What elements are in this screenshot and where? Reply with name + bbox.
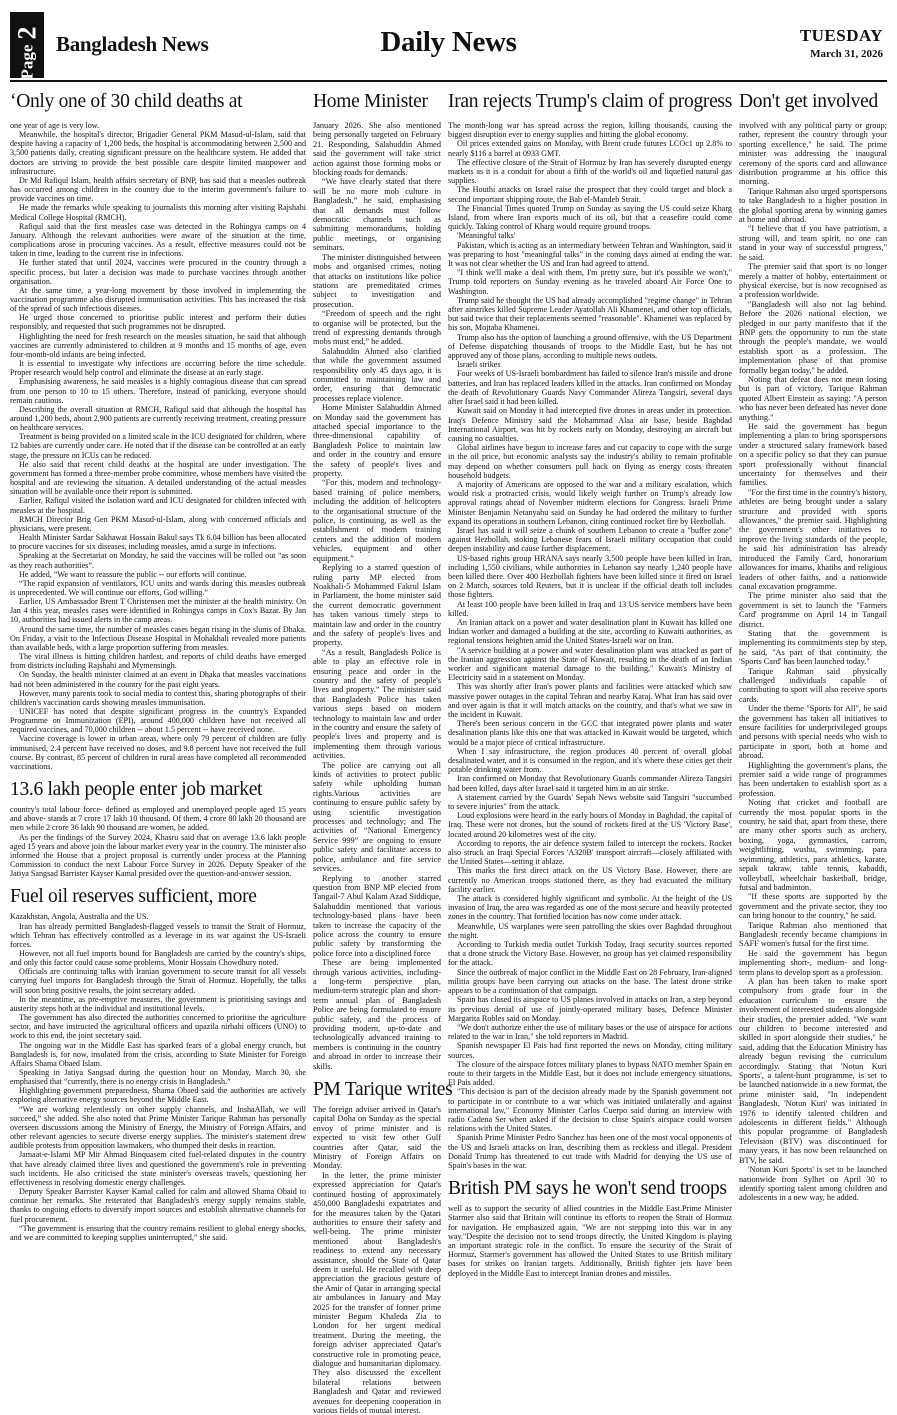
article-paragraph: involved with any political party or group; rather, represent the country through your sporting excellence," he said. The prime minister was addressing the inaugural ceremony of the sports card and allowance distribution programme at his office this morning. — [739, 121, 887, 187]
page-number: 2 — [12, 26, 41, 40]
masthead — [10, 12, 887, 80]
article-paragraph: These are being implemented through various activities, including- a long-term perspective plan, medium-term strategic plan and short-term annual plan of Bangladesh Police are being formulated to ensure public safety, and the process of providing modern, up-to-date and technologically advanced training to members is continuing in the country and abroad in order to increase their skills. — [313, 958, 441, 1071]
article-paragraph: The ongoing war in the Middle East has sparked fears of a global energy crunch, but Bangladesh is, for now, insulated from the crisis, according to State Minister for Foreign Affairs Shama Obaed Islam. — [10, 1040, 306, 1068]
article-paragraph: Earlier, Rafiqul visited the isolation ward and ICU designated for children infected with measles at the hospital. — [10, 496, 306, 515]
article-paragraph: Meanwhile, the hospital's director, Brigadier General PKM Masud-ul-Islam, said that despite having a capacity of 1,200 beds, the hospital is accommodating between 2,500 and 3,500 patients daily, creating significant pressure on the healthcare system. He added that doctors are striving to provide the best possible care despite limited manpower and infrastructure. — [10, 130, 306, 176]
article-paragraph: Israel has said it will seize a chunk of southern Lebanon to create a "buffer zone" against Hezbollah, stoking Lebanese fears of Israeli military occupation that could deepen instability and cause further displacement. — [448, 525, 732, 554]
article-paragraph: Earlier, US Ambassador Brent T Christensen met the minister at the health ministry. On Jan 4 this year, measles cases were identified in Rohingya camps in Cox's Bazar. By Jan 10, authorities had issued alerts in the camp areas. — [10, 597, 306, 625]
article-paragraph: Noting that cricket and football are currently the most popular sports in the country, he said that, apart from these, there are many other sports such as archery, boxing, yoga, gymnastics, carrom, weightlifting, wushu, swimming, para swimming, athletics, para athletics, karate, sepak takraw, table tennis, kabaddi, volleyball, wheelchair basketball, bridge, futsal and badminton. — [739, 798, 887, 892]
article-paragraph: At least 100 people have been killed in Iraq and 13 US service members have been killed. — [448, 599, 732, 618]
article-paragraph: However, many parents took to social media to contest this, sharing photographs of their children's vaccination cards showing measles immunisation. — [10, 688, 306, 707]
article-paragraph: Highlighting government preparedness, Shama Obaed said the authorities are actively exploring alternative energy sources beyond the Middle East. — [10, 1086, 306, 1105]
article-paragraph: "Bangladesh will also not lag behind. Before the 2026 national election, we pledged in our party manifesto that if the BNP gets the opportunity to run the state through the people's mandate, we would establish sport as a profession. The implementation phase of that promise formally began today," he added. — [739, 299, 887, 375]
article-paragraph: At the same time, a year-long movement by those involved in implementing the vaccination programme also disrupted immunisation activities. This has increased the risk of the spread of such infectious diseases. — [10, 285, 306, 314]
article-paragraph: RMCH Director Brig Gen PKM Masud-ul-Islam, along with concerned officials and physicians, were present. — [10, 514, 306, 533]
article-paragraph: Global airlines have begun to increase fares and cut capacity to cope with the surge in the oil price, but economic analysts say the industry's ability to remain profitable may depend on whether consumers pull back on flying as energy costs threaten household budgets. — [448, 443, 732, 480]
article-paragraph: Officials are continuing talks with Iranian government to secure transit for all vessels carrying fuel imports for Bangladesh through the Strait of Hormuz. Hopefully, the talks will soon bring positive results, the joint secretary added. — [10, 967, 306, 995]
article-paragraph: Spanish Prime Minister Pedro Sanchez has been one of the most vocal opponents of the US and Israeli attacks on Iran, describing them as reckless and illegal. President Donald Trump has threatened to cut trade with Madrid for denying the US use of Spain's bases in the war. — [448, 1133, 732, 1170]
article — [313, 1079, 453, 1415]
article-paragraph: He said the government has begun implementing a plan to bring sportspersons under a structured salary framework based on a specific policy so that they can pursue sport professionally without financial uncertainty for themselves and their families. — [739, 422, 887, 488]
article-headline: Home Minister — [313, 91, 428, 112]
article-paragraph: “The rapid expansion of ventilators, ICU units and wards during this measles outbreak is unprecedented. We will continue our efforts, God willing.” — [10, 578, 306, 597]
article-paragraph: The prime minister also said that the government is set to launch the "Farmers Card' programme on April 14 in Tangail district. — [739, 591, 887, 629]
article-paragraph: Under the theme "Sports for All", he said the government has taken all initiatives to ensure facilities for underprivileged groups and persons with special needs who wish to participate in sport, both at home and abroad. — [739, 704, 887, 761]
article-paragraph: In the letter, the prime minister expressed appreciation for Qatar's continued hosting of approximately 450,000 Bangladeshi expatriates and for the measures taken by the Qatari authorities to ensure their safety and well-being. The prime minister mentioned about Bangladesh's readiness to extend any necessary assistance, should the State of Qatar deem it useful. He recalled with deep appreciation the gracious gesture of the Amir of Qatar in arranging special air ambulances in January and May 2025 for the transfer of former prime minister Begum Khaleda Zia to London for her urgent medical treatment. During the meeting, the foreign adviser appreciated Qatar's constructive role in promoting peace, dialogue and humanitarian diplomacy. They also discussed the excellent bilateral relations between Bangladesh and Qatar and reviewed avenues for deepening cooperation in various fields of mutual interest. — [313, 1170, 441, 1415]
article — [10, 886, 306, 1242]
article-paragraph: A majority of Americans are opposed to the war and a military escalation, which would risk a protracted crisis, would likely weigh further on Trump's already low approval ratings ahead of November midterm elections for Congress. Israeli Prime Minister Benjamin Netanyahu said on Sunday he had ordered the military to further expand its operations in southern Lebanon, citing continued rocket fire by Hezbollah. — [448, 479, 732, 526]
article-paragraph: one year of age is very low. — [10, 121, 100, 130]
article-paragraph: “We are working relentlessly on other supply channels, and InshaAllah, we will succeed,” she added. She also noted that Prime Minister Tarique Rahman has personally overseen discussions among the Ministry of Energy, the Ministry of Foreign Affairs, and other relevant agencies to secure diverse energy supplies. The minister's statement drew audible protests from opposition lawmakers, who thumped their desks in reaction. — [10, 1104, 306, 1151]
masthead-rule — [10, 80, 887, 82]
article-paragraph: Replying to a starred question of ruling party MP elected from Noakhali-5 Mohammed Fakrul Islam in Parliament, the home minister said the current democratic government has taken various timely steps to maintain law and order in the country and the safety of people's lives and property. — [313, 563, 441, 648]
article-paragraph: Around the same time, the number of measles cases began rising in the slums of Dhaka. On Friday, a visit to the Infectious Disease Hospital in Mohakhali revealed more patients than available beds, with a large proportion suffering from measles. — [10, 624, 306, 652]
article-paragraph: Speaking in Jatiya Sangsad during the question hour on Monday, March 30, she emphasised that “currently, there is no energy crisis in Bangladesh.” — [10, 1068, 306, 1087]
article-headline: Fuel oil reserves sufficient, more — [10, 886, 257, 908]
article-paragraph: Speaking at the Secretariat on Monday, he said the vaccines will be rolled out “as soon as they reach authorities”. — [10, 551, 306, 570]
article-paragraph: The Houthi attacks on Israel raise the prospect that they could target and block a second important shipping route, the Bab el-Mandeb Strait. — [448, 185, 732, 204]
article-paragraph: January 2026. She also mentioned being personally targeted on February 21. Responding, Salahuddin Ahmed said the government will take strict action against those forming mobs or blocking roads for demands. — [313, 121, 441, 178]
article-paragraph: Highlighting the need for fresh research on the measles situation, he said that although vaccines are currently administered to children at 9 months and 15 months of age, even four-month-old infants are being infected. — [10, 331, 306, 359]
article-paragraph: Meanwhile, US warplanes were seen patrolling the skies over Baghdad throughout the night. — [448, 921, 732, 940]
article-paragraph: Tarique Rahman also urged sportspersons to take Bangladesh to a higher position in the global sporting arena by winning games at home and abroad. — [739, 186, 887, 225]
article-paragraph: According to Turkish media outlet Turkish Today, Iraqi security sources reported that a drone struck the Victory Base. However, no group has yet claimed responsibility for the attack. — [448, 940, 732, 968]
article-paragraph: An Iranian attack on a power and water desalination plant in Kuwait has killed one Indian worker and damaged a building at the site, according to Kuwaiti authorities, as regional tensions heighten amid the United States-Israeli war on Iran. — [448, 617, 732, 646]
article-paragraph: Treatment is being provided on a limited scale in the ICU designated for children, where 12 babies are currently under care. He noted that if the disease can be controlled at an early stage, the pressure on ICUs can be reduced. — [10, 432, 306, 460]
article-headline: Don't get involved — [739, 91, 878, 112]
article-paragraph: “For this, modern and technology-based training of police members, including the addition of helicopters to the organisational structure of the police, is continuing, as well as the establishment of modern training centers and the addition of modern vehicles, equipment and other equipment.” — [313, 478, 441, 563]
article-paragraph: Kuwait said on Monday it had intercepted five drones in areas under its protection. Iraq's Defence Ministry said the Mohammad Alaa air base, beside Baghdad International Airport, was hit by rockets early on Monday, destroying an aircraft but causing no casualties. — [448, 406, 732, 443]
article-paragraph: Health Minister Sardar Sakhawat Hossain Bakul says Tk 6.04 billion has been allocated to procure vaccines for six diseases, including measles, amid a surge in infections. — [10, 533, 306, 552]
article-headline: PM Tarique writes — [313, 1079, 453, 1101]
article-headline: 13.6 lakh people enter job market — [10, 779, 263, 801]
article-paragraph: “The government is ensuring that the country remains resilient to global energy shocks, and we are committed to keeping supplies uninterrupted,” she said. — [10, 1223, 306, 1242]
article-paragraph: “As a result, Bangladesh Police is able to play an effective role in ensuring peace and order in the country and the safety of people's lives and property.” The minister said that Bangladesh Police has taken various steps based on modern technology to maintain law and order in the country and ensure the safety of people's lives and property and is implementing them through various activities. — [313, 647, 441, 761]
article-paragraph: The foreign adviser arrived in Qatar's capital Doha on Sunday as the special envoy of prime minister and is expected to visit few other Gulf countries after Qatar, said the Ministry of Foreign Affairs on Monday. — [313, 1105, 441, 1171]
article-paragraph: Trump also has the option of launching a ground offensive, with the US Department of Defense dispatching thousands of troops to the Middle East, but he has not approved any of those plans, according to multiple news outlets. — [448, 332, 732, 361]
article-paragraph: Spain has closed its airspace to US planes involved in attacks on Iran, a step beyond its previous denial of use of jointly-operated military bases, Defence Minister Margarita Robles said on Monday. — [448, 995, 732, 1023]
article — [10, 91, 306, 771]
article-paragraph: "I believe that if you have patriotism, a strong will, and team spirit, no one can stand in your way of successful progress," he said. — [739, 224, 887, 262]
article-paragraph: He further stated that until 2024, vaccines were procured in the country through a specific process, but later a decision was made to purchase vaccines through another organisation. — [10, 258, 306, 286]
article-paragraph: "If these sports are supported by the government and the private sector, they too can bring honour to the country," he said. — [739, 892, 887, 921]
article-paragraph: US-based rights group HRANA says nearly 3,500 people have been killed in Iran, including 1,550 civilians, while authorities in Lebanon say nearly 1,240 people have been killed there. Over 400 Hezbollah fighters have been killed since it fired on Israel on 2 March, sources told Reuters, but it is unclear if the official death toll includes those fighters. — [448, 553, 732, 600]
article-paragraph: It is essential to investigate why infections are occurring before the time schedule. Proper research would help control and eliminate the disease at an early stage. — [10, 359, 306, 378]
page-label: Page — [17, 44, 36, 80]
article-headline: Iran rejects Trump's claim of progress — [448, 91, 733, 112]
article-paragraph: Highlighting the government's plans, the premier said a wide range of programmes has been undertaken to establish sport as a profession. — [739, 760, 887, 798]
article-paragraph: He urged those concerned to prioritise public interest and perform their duties responsibly, and requested that such programmes not be disrupted. — [10, 313, 306, 332]
article — [313, 91, 441, 1071]
article-paragraph: This marks the first direct attack on the US Victory Base. However, there are currently no American troops stationed there, as they had evacuated the military facility earlier. — [448, 866, 732, 894]
article-paragraph: Spanish newspaper El Pais had first reported the news on Monday, citing military sources. — [448, 1041, 732, 1060]
article-paragraph: Tarique Rahman said physically challenged individuals capable of contributing to sport will also receive sports cards. — [739, 666, 887, 704]
article-paragraph: Salahuddin Ahmed also clarified that while the government assumed responsibility only 45 days ago, it is committed to maintaining law and order, ensuring that democratic processes replace violence. — [313, 346, 441, 403]
article-paragraph: A statement carried by the Guards' Sepah News website said Tangsiri "succumbed to severe injuries" from the attack. — [448, 792, 732, 812]
article-paragraph: “We have clearly stated that there will be no more mob culture in Bangladesh,” he said, emphasising that all demands must follow democratic channels such as submitting memorandums, holding public meetings, or organising seminars. — [313, 177, 441, 253]
article-paragraph: The police are carrying out all kinds of activities to protect public safety while upholding human rights.Various activities are continuing to ensure public safety by using scientific investigation processes and technology; and The activities of “National Emergency Service 999” are ongoing to ensure public safety and facilitate access to police, ambulance and fire service services. — [313, 760, 441, 874]
article-paragraph: "This decision is part of the decision already made by the Spanish government not to participate in or contribute to a war which was initiated unilaterally and against international law," Economy Minister Carlos Cuerpo said during an interview with radio Cadena Ser when asked if the decision to close Spain's airspace could worsen relations with the United States. — [448, 1087, 732, 1134]
article-paragraph: On Sunday, the health minister claimed at an event in Dhaka that measles vaccinations had not been administered in the country for the past eight years. — [10, 670, 306, 689]
article-paragraph: When I say infrastructure, the region produces 40 percent of overall global desalinated water, and it is consumed in the region, and it's where these cities get their potable drinking water from. — [448, 746, 732, 775]
article-paragraph: Replying to another starred question from BNP MP elected from Tangail-7 Abul Kalam Azad Siddique, Salahuddin mentioned that various technology-based plans have been taken to increase the capacity of the police across the country to ensure public safety by transforming the police force into a disciplined force — [313, 873, 441, 958]
article-paragraph: The closure of the airspace forces military planes to bypass NATO member Spain en route to their targets in the Middle East, but it does not include emergency situations, El Pais added. — [448, 1059, 732, 1088]
article-paragraph: The month-long war has spread across the region, killing thousands, causing the biggest disruption ever to energy supplies and hitting the global economy. — [448, 121, 732, 140]
article — [448, 1178, 732, 1278]
article — [739, 91, 887, 1203]
issue-date: March 31, 2026 — [810, 48, 883, 60]
article-paragraph: Rafiqul said that the first measles case was detected in the Rohingya camps on 4 January. Although the relevant authorities were aware of the situation at the time, complications arose in procuring vaccines. As a result, effective measures could not be taken in time, leading to the current rise in infections. — [10, 221, 306, 259]
article-paragraph: 'Meaningful talks' — [457, 231, 516, 241]
column-1 — [10, 88, 306, 1370]
article-paragraph: 'Notun Kuri Sports' is set to be launched nationwide from Sylhet on April 30 to identify sporting talent among children and adolescents in a new way, he added. — [739, 1165, 887, 1203]
article-paragraph: Iran confirmed on Monday that Revolutionary Guards commander Alireza Tangsiri had been killed, days after Israel said it targeted him in an air strike. — [448, 774, 732, 793]
article-paragraph: Stating that the government is implementing its commitments step by step, he said, "As part of that continuity, the 'Sports Card' has been launched today." — [739, 628, 887, 667]
article-paragraph: Iran has already permitted Bangladesh-flagged vessels to transit the Strait of Hormuz, which Tehran has effectively controlled as a leverage in its war against the US-Israeli forces. — [10, 921, 306, 949]
article-paragraph: Jamaat-e-Islami MP Mir Ahmad Binquasem cited fuel-related disputes in the country that have already claimed three lives and questioned the government's role in preventing such incidents. He also criticised the state minister's overseas travels, questioning her effectiveness in resolving domestic energy challenges. — [10, 1150, 306, 1187]
article-paragraph: In the meantime, as pre-emptive measures, the government is prioritising savings and austerity steps both at the individual and institutional levels. — [10, 994, 306, 1013]
article-headline: ‘Only one of 30 child deaths at — [10, 91, 243, 112]
article — [448, 91, 732, 1170]
article-paragraph: He added, “We want to reassure the public -- our efforts will continue. — [19, 569, 247, 579]
article-paragraph: However, not all fuel imports bound for Bangladesh are carried by the country's ships, and only this factor could cause some problems, Monir Hossain Chowdhury noted. — [10, 948, 306, 968]
article-paragraph: Emphasising awareness, he said measles is a highly contagious disease that can spread from one person to 10 to 15 others. Therefore, instead of panicking, everyone should remain cautious. — [10, 377, 306, 405]
article-paragraph: Trump said he thought the US had already accomplished "regime change" in Tehran after airstrikes killed Supreme Leader Ayatollah Ali Khamenei, and other top officials, but said twice that their replacements seemed "reasonable". Khamenei was replaced by his son, Mojtaba Khamenei. — [448, 295, 732, 333]
article-paragraph: Noting that defeat does not mean losing but is part of victory, Tarique Rahman quoted Albert Einstein as saying: "A person who has never been defeated has never done anything." — [739, 374, 887, 422]
column-2 — [313, 88, 453, 1415]
article — [10, 779, 306, 878]
article-paragraph: He said the government has begun implementing short-, medium- and long-term plans to develop sport as a profession. — [739, 948, 887, 977]
article-headline: British PM says he won't send troops — [448, 1178, 727, 1200]
article-paragraph: Describing the overall situation at RMCH, Rafiqul said that although the hospital has around 1,200 beds, about 2,900 patients are currently receiving treatment, creating pressure on healthcare services. — [10, 404, 306, 433]
article-paragraph: country's total labour force- defined as employed and unemployed people aged 15 years and above- stands at 7 crore 17 lakh 10 thousand. Of them, 4 crore 80 lakh 20 thousand are men while 2 crore 36 lakh 90 thousand are women, he added. — [10, 805, 306, 833]
paper-name: Bangladesh News — [56, 32, 209, 56]
article-paragraph: Pakistan, which is acting as an intermediary between Tehran and Washington, said it was preparing to host "meaningful talks" in the coming days aimed at ending the war. It was not clear whether the US and Iran had agreed to attend. — [448, 240, 732, 269]
column-4 — [739, 88, 887, 1370]
article-paragraph: The viral illness is hitting children hardest, and reports of child deaths have emerged from districts including Rajshahi and Mymensingh. — [10, 652, 306, 671]
article-paragraph: The attack is considered highly significant and symbolic. At the height of the US invasion of Iraq, the area was regarded as one of the most secure and heavily protected zones in the country. That fortified location has now come under attack. — [448, 894, 732, 922]
article-paragraph: The premier said that sport is no longer merely a matter of hobby, entertainment or physical exercise, but is now recognised as a profession worldwide. — [739, 262, 887, 300]
article-paragraph: The government has also directed the authorities concerned to prioritise the agriculture sector, and have instructed the agricultural officers and upazila nirbahi officers (UNO) to work to this end, the joint secretary said. — [10, 1013, 306, 1041]
article-paragraph: Kazakhstan, Angola, Australia and the US. — [10, 912, 149, 922]
article-paragraph: The minister distinguished between mobs and organised crimes, noting that attacks on institutions like police stations are premeditated crimes subject to investigation and prosecution. — [313, 252, 441, 309]
article-paragraph: "I think we'll make a deal with them, I'm pretty sure, but it's possible we won't," Trump told reporters on Sunday evening as he traveled aboard Air Force One to Washington. — [448, 268, 732, 296]
article-paragraph: well as to support the security of allied countries in the Middle East.Prime Minister Starmer also said that Britain will continue its efforts to reopen the Strait of Hormuz for navigation. He emphasized again, "We are not stepping into this war in any way."Despite the decision not to send troops directly, the United Kingdom is playing an important strategic role in the conflict. To ensure the security of the Strait of Hormuz, Starmer's government has allowed the United States to use British military bases for strikes on Iranian targets. Additionally, British fighter jets have been deployed in the Middle East to intercept Iranian drones and missiles. — [448, 1204, 732, 1278]
article-paragraph: Vaccine coverage is lower in urban areas, where only 79 percent of children are fully immunised, 2.4 percent have received no doses, and 9.8 percent have not received the full course. By contrast, 85 percent of children in rural areas have completed all recommended vaccinations. — [10, 734, 306, 771]
article-paragraph: Oil prices extended gains on Monday, with Brent crude futures LCOc1 up 2.8% to nearly $116 a barrel at 0933 GMT. — [448, 139, 732, 158]
article-paragraph: The effective closure of the Strait of Hormuz by Iran has severely disrupted energy markets as it is a conduit for about a fifth of the world's oil and liquefied natural gas supplies. — [448, 157, 732, 186]
article-paragraph: Tarique Rahman also mentioned that Bangladesh recently became champions in SAFF women's futsal for the first time. — [739, 920, 887, 949]
article-paragraph: "A service building at a power and water desalination plant was attacked as part of the Iranian aggression against the State of Kuwait, resulting in the death of an Indian worker and significant material damage to the building," Kuwait's Ministry of Electricity said in a statement on Monday. — [448, 645, 732, 683]
article-paragraph: "We don't authorize either the use of military bases or the use of airspace for actions related to the war in Iran," she told reporters in Madrid. — [448, 1022, 732, 1042]
article-paragraph: The Financial Times quoted Trump on Sunday as saying the US could seize Kharg Island, from where Iran exports much of its oil, but that a ceasefire could come quickly. Taking control of Kharg would require ground troops. — [448, 203, 732, 232]
article-paragraph: Home Minister Salahuddin Ahmed on Monday said the government has attached special importance to the three-dimensional capability of Bangladesh Police to maintain law and order in the country and ensure the safety of people's lives and property. — [313, 403, 441, 479]
article-paragraph: Dr Md Rafiqul Islam, health affairs secretary of BNP, has said that a measles outbreak has occurred among children in the country due to the interim government's failure to provide vaccines on time. — [10, 175, 306, 204]
column-3 — [448, 88, 732, 1370]
article-paragraph: Loud explosions were heard in the early hours of Monday in Baghdad, the capital of Iraq. These were not drones, but the sound of rockets fired at the US 'Victory Base', located around 20 kilometres west of the city. — [448, 811, 732, 839]
article-paragraph: According to reports, the air defence system failed to intercept the rockets. Rocket also struck an Iraqi Special Forces 'A320B' transport aircraft—closely affiliated with the United States—setting it ablaze. — [448, 838, 732, 867]
article-paragraph: Four weeks of US-Israeli bombardment has failed to silence Iran's missile and drone batteries, and Iran has replaced leaders killed in the attacks. Iran confirmed on Monday the death of Revolutionary Guards Navy Commander Alireza Tangsiri, several days after Israel said it had been killed. — [448, 369, 732, 407]
article-paragraph: As per the findings of the Survey 2024, Khasru said that on average 13.6 lakh people aged 15 years and above join the labour market every year in the country. The minister also informed the House that a project proposal is currently under process at the Planning Commission to conduct the next Labour Force Survey in 2026. Deputy Speaker of the Jatiya Sangsad Barrister Kayser Kamal presided over the question-and-answer session. — [10, 832, 306, 879]
article-paragraph: “Freedom of speech and the right to organise will be protected, but the trend of expressing demands through mobs must end,” he added. — [313, 309, 441, 347]
article-paragraph: Deputy Speaker Barrister Kayser Kamal called for calm and allowed Shama Obaid to continue her remarks. She reiterated that Bangladesh's energy supply remains stable, thanks to ongoing efforts to diversify import sources and establish alternative channels for fuel procurement. — [10, 1187, 306, 1224]
article-paragraph: A plan has been taken to make sport compulsory from grade four in the education curriculum to ensure the involvement of interested students alongside their studies, the premier added. "We want our children to become interested and skilled in sport alongside their studies," he said, adding that the Education Ministry has already begun revising the curriculum accordingly. Stating that 'Notun Kuri Sports', a talent-hunt programme, is set to be launched nationwide in a new format, the prime minister said, "In independent Bangladesh, 'Notun Kuri' was initiated in 1976 to identify talented children and adolescents in different fields." Although this popular programme of Bangladesh Television (BTV) was discontinued for many years, it has now been relaunched on BTV, he said. — [739, 976, 887, 1165]
article-paragraph: He also said that recent child deaths at the hospital are under investigation. The government has formed a three-member probe committee, whose members have visited the hospital and are reviewing the situation. A detailed understanding of the actual measles situation will be available once their report is submitted. — [10, 459, 306, 497]
article-paragraph: Israeli strikes — [457, 360, 501, 370]
section-title: Daily News — [380, 26, 517, 58]
article-paragraph: "For the first time in the country's history, athletes are being brought under a salary structure and provided with sports allowances," the premier said. Highlighting the government's other initiatives to improve the living standards of the people, he said his administration has already introduced the Family Card, honorarium allowances for imams, khatibs and religious leaders of other faiths, and a nationwide canal excavation programme. — [739, 487, 887, 591]
article-paragraph: This was shortly after Iran's power plants and facilities were attacked which saw massive power outages in the capital Tehran and nearby Karaj. What Iran has said over and over again is that it will match attacks on the country, and that's what we saw in the incident in Kuwait. — [448, 682, 732, 719]
issue-day: TUESDAY — [799, 26, 883, 45]
article-paragraph: Since the outbreak of major conflict in the Middle East on 28 February, Iran-aligned militia groups have been carrying out attacks on the base. The latest drone strike appears to be a continuation of that campaign. — [448, 967, 732, 996]
article-paragraph: There's been serious concern in the GCC that integrated power plants and water desalination plants like this one that was attacked in Kuwait would be targeted, which would be a major piece of critical infrastructure. — [448, 719, 732, 747]
article-paragraph: He made the remarks while speaking to journalists this morning after visiting Rajshahi Medical College Hospital (RMCH). — [10, 203, 306, 222]
article-paragraph: UNICEF has noted that despite significant progress in the country's Expanded Programme on Immunization (EPI), around 400,000 children have not received all required vaccines, and 70,000 children -- about 1.5 percent -- have received none. — [10, 707, 306, 735]
